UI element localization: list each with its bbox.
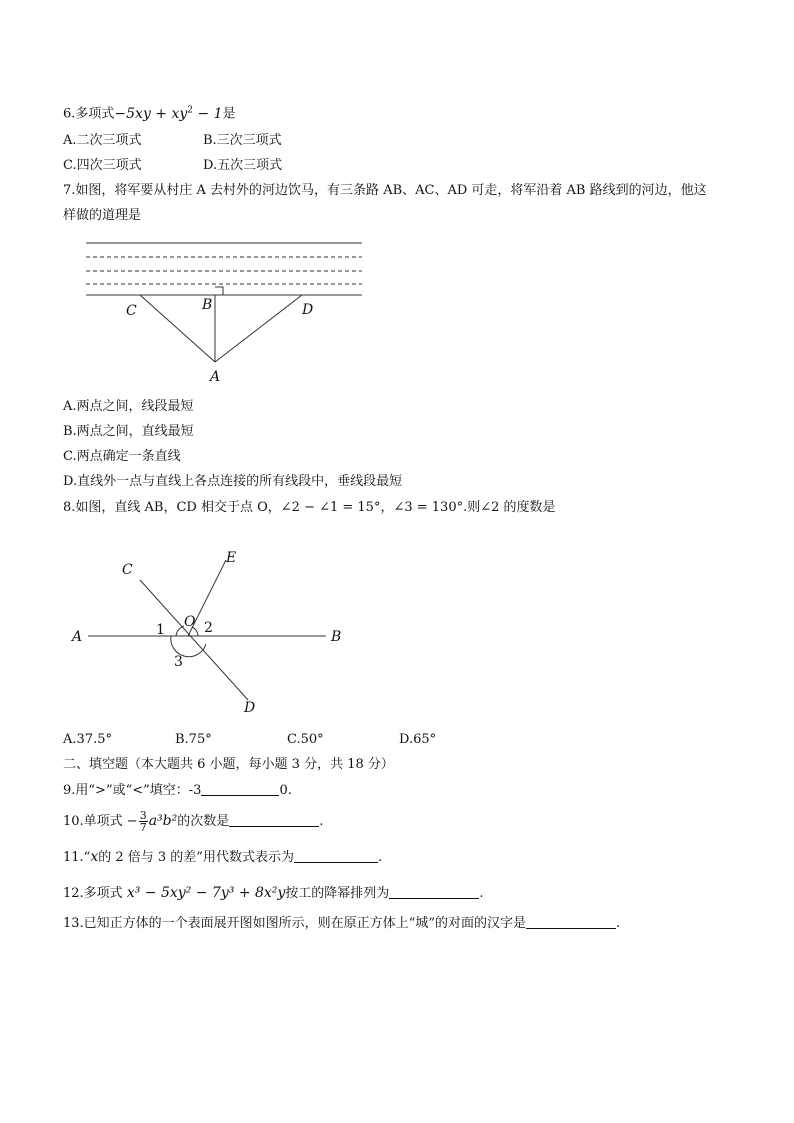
label-b: B	[331, 629, 342, 645]
q13	[63, 915, 620, 933]
q12-prefix: 12.多项式	[63, 886, 127, 901]
q13-answer-blank[interactable]	[526, 915, 616, 929]
q10-denominator: 7	[139, 821, 147, 834]
q12-suffix: .	[479, 886, 484, 901]
q10-prefix: 10.单项式 −	[63, 814, 138, 829]
label-a: A	[210, 369, 221, 385]
q10	[63, 808, 323, 835]
q9	[63, 782, 292, 800]
q8-option-d[interactable]: D.65°	[399, 732, 437, 747]
q6-prefix: 6.多项式	[63, 106, 115, 122]
q6-option-a[interactable]: A.二次三项式	[63, 133, 142, 148]
label-c: C	[122, 562, 133, 578]
section-2-title: 二、填空题（本大题共 6 小题，每小题 3 分，共 18 分）	[63, 757, 394, 772]
q8-option-b[interactable]: B.75°	[175, 732, 212, 747]
q6-expr-exp: 2	[187, 105, 194, 115]
q7-option-d[interactable]: D.直线外一点与直线上各点连接的所有线段中，垂线段最短	[63, 474, 403, 489]
label-e: E	[226, 550, 237, 566]
q6-expr-b: − 1	[193, 105, 223, 122]
q11-variable: x	[90, 849, 99, 865]
q9-answer-blank[interactable]	[201, 782, 279, 796]
label-d: D	[302, 302, 314, 318]
q12-mid: 按工的降幂排列为	[285, 886, 390, 901]
q11-prefix: 11.“	[63, 850, 91, 865]
right-angle-mark	[215, 287, 223, 295]
q11-suffix: .	[377, 850, 383, 865]
path-ad	[215, 295, 302, 362]
label-b: B	[202, 297, 213, 313]
q6-option-d[interactable]: D.五次三项式	[203, 158, 283, 173]
q7-option-b[interactable]: B.两点之间，直线最短	[63, 424, 194, 439]
q11-mid: 的 2 倍与 3 的差”用代数式表示为	[98, 850, 294, 865]
q6-stem	[63, 101, 236, 124]
q9-prefix: 9.用“>”或“<”填空：-3	[63, 783, 202, 798]
q11	[63, 848, 382, 867]
q13-suffix: .	[615, 916, 621, 931]
q8-option-a[interactable]: A.37.5°	[63, 732, 112, 747]
q10-suffix: .	[319, 814, 324, 829]
label-angle-2: 2	[204, 620, 213, 636]
q13-prefix: 13.已知正方体的一个表面展开图如图所示，则在原正方体上“城”的对面的汉字是	[63, 916, 526, 931]
label-angle-1: 1	[156, 622, 165, 638]
q10-fraction	[139, 810, 148, 833]
q10-mid: 的次数是	[177, 814, 230, 829]
q6-option-c[interactable]: C.四次三项式	[63, 158, 142, 173]
q7-option-c[interactable]: C.两点确定一条直线	[63, 449, 181, 464]
line-cd	[140, 580, 248, 700]
q6-expression	[114, 106, 222, 122]
q12-answer-blank[interactable]	[389, 885, 479, 899]
q8-angle-figure	[60, 540, 360, 720]
q8-option-c[interactable]: C.50°	[287, 732, 324, 747]
q6-option-b[interactable]: B.三次三项式	[203, 133, 282, 148]
label-o: O	[184, 614, 196, 630]
q7-stem-line2: 样做的道理是	[63, 208, 142, 223]
label-angle-3: 3	[174, 654, 183, 670]
q7-stem-line1: 7.如图，将军要从村庄 A 去村外的河边饮马，有三条路 AB、AC、AD 可走，将军沿着 AB 路线到的河边，他这	[63, 183, 707, 198]
q7-river-figure	[80, 236, 370, 386]
q11-answer-blank[interactable]	[294, 849, 378, 863]
label-d: D	[244, 700, 256, 716]
q8-stem: 8.如图，直线 AB，CD 相交于点 O，∠2 − ∠1 = 15°，∠3 = 130°.则∠2 的度数是	[63, 500, 556, 515]
q12	[63, 884, 483, 903]
q7-option-a[interactable]: A.两点之间，线段最短	[63, 399, 194, 414]
q6-expr-a: −5xy + xy	[114, 105, 188, 122]
q10-expression: a³b²	[148, 813, 178, 829]
q10-answer-blank[interactable]	[229, 813, 319, 827]
label-a: A	[72, 629, 83, 645]
q10-numerator: 3	[139, 809, 147, 822]
q6-suffix: 是	[222, 106, 236, 122]
q9-suffix: 0.	[279, 783, 292, 798]
q12-expression: x³ − 5xy² − 7y³ + 8x²y	[126, 885, 286, 901]
label-c: C	[126, 303, 137, 319]
